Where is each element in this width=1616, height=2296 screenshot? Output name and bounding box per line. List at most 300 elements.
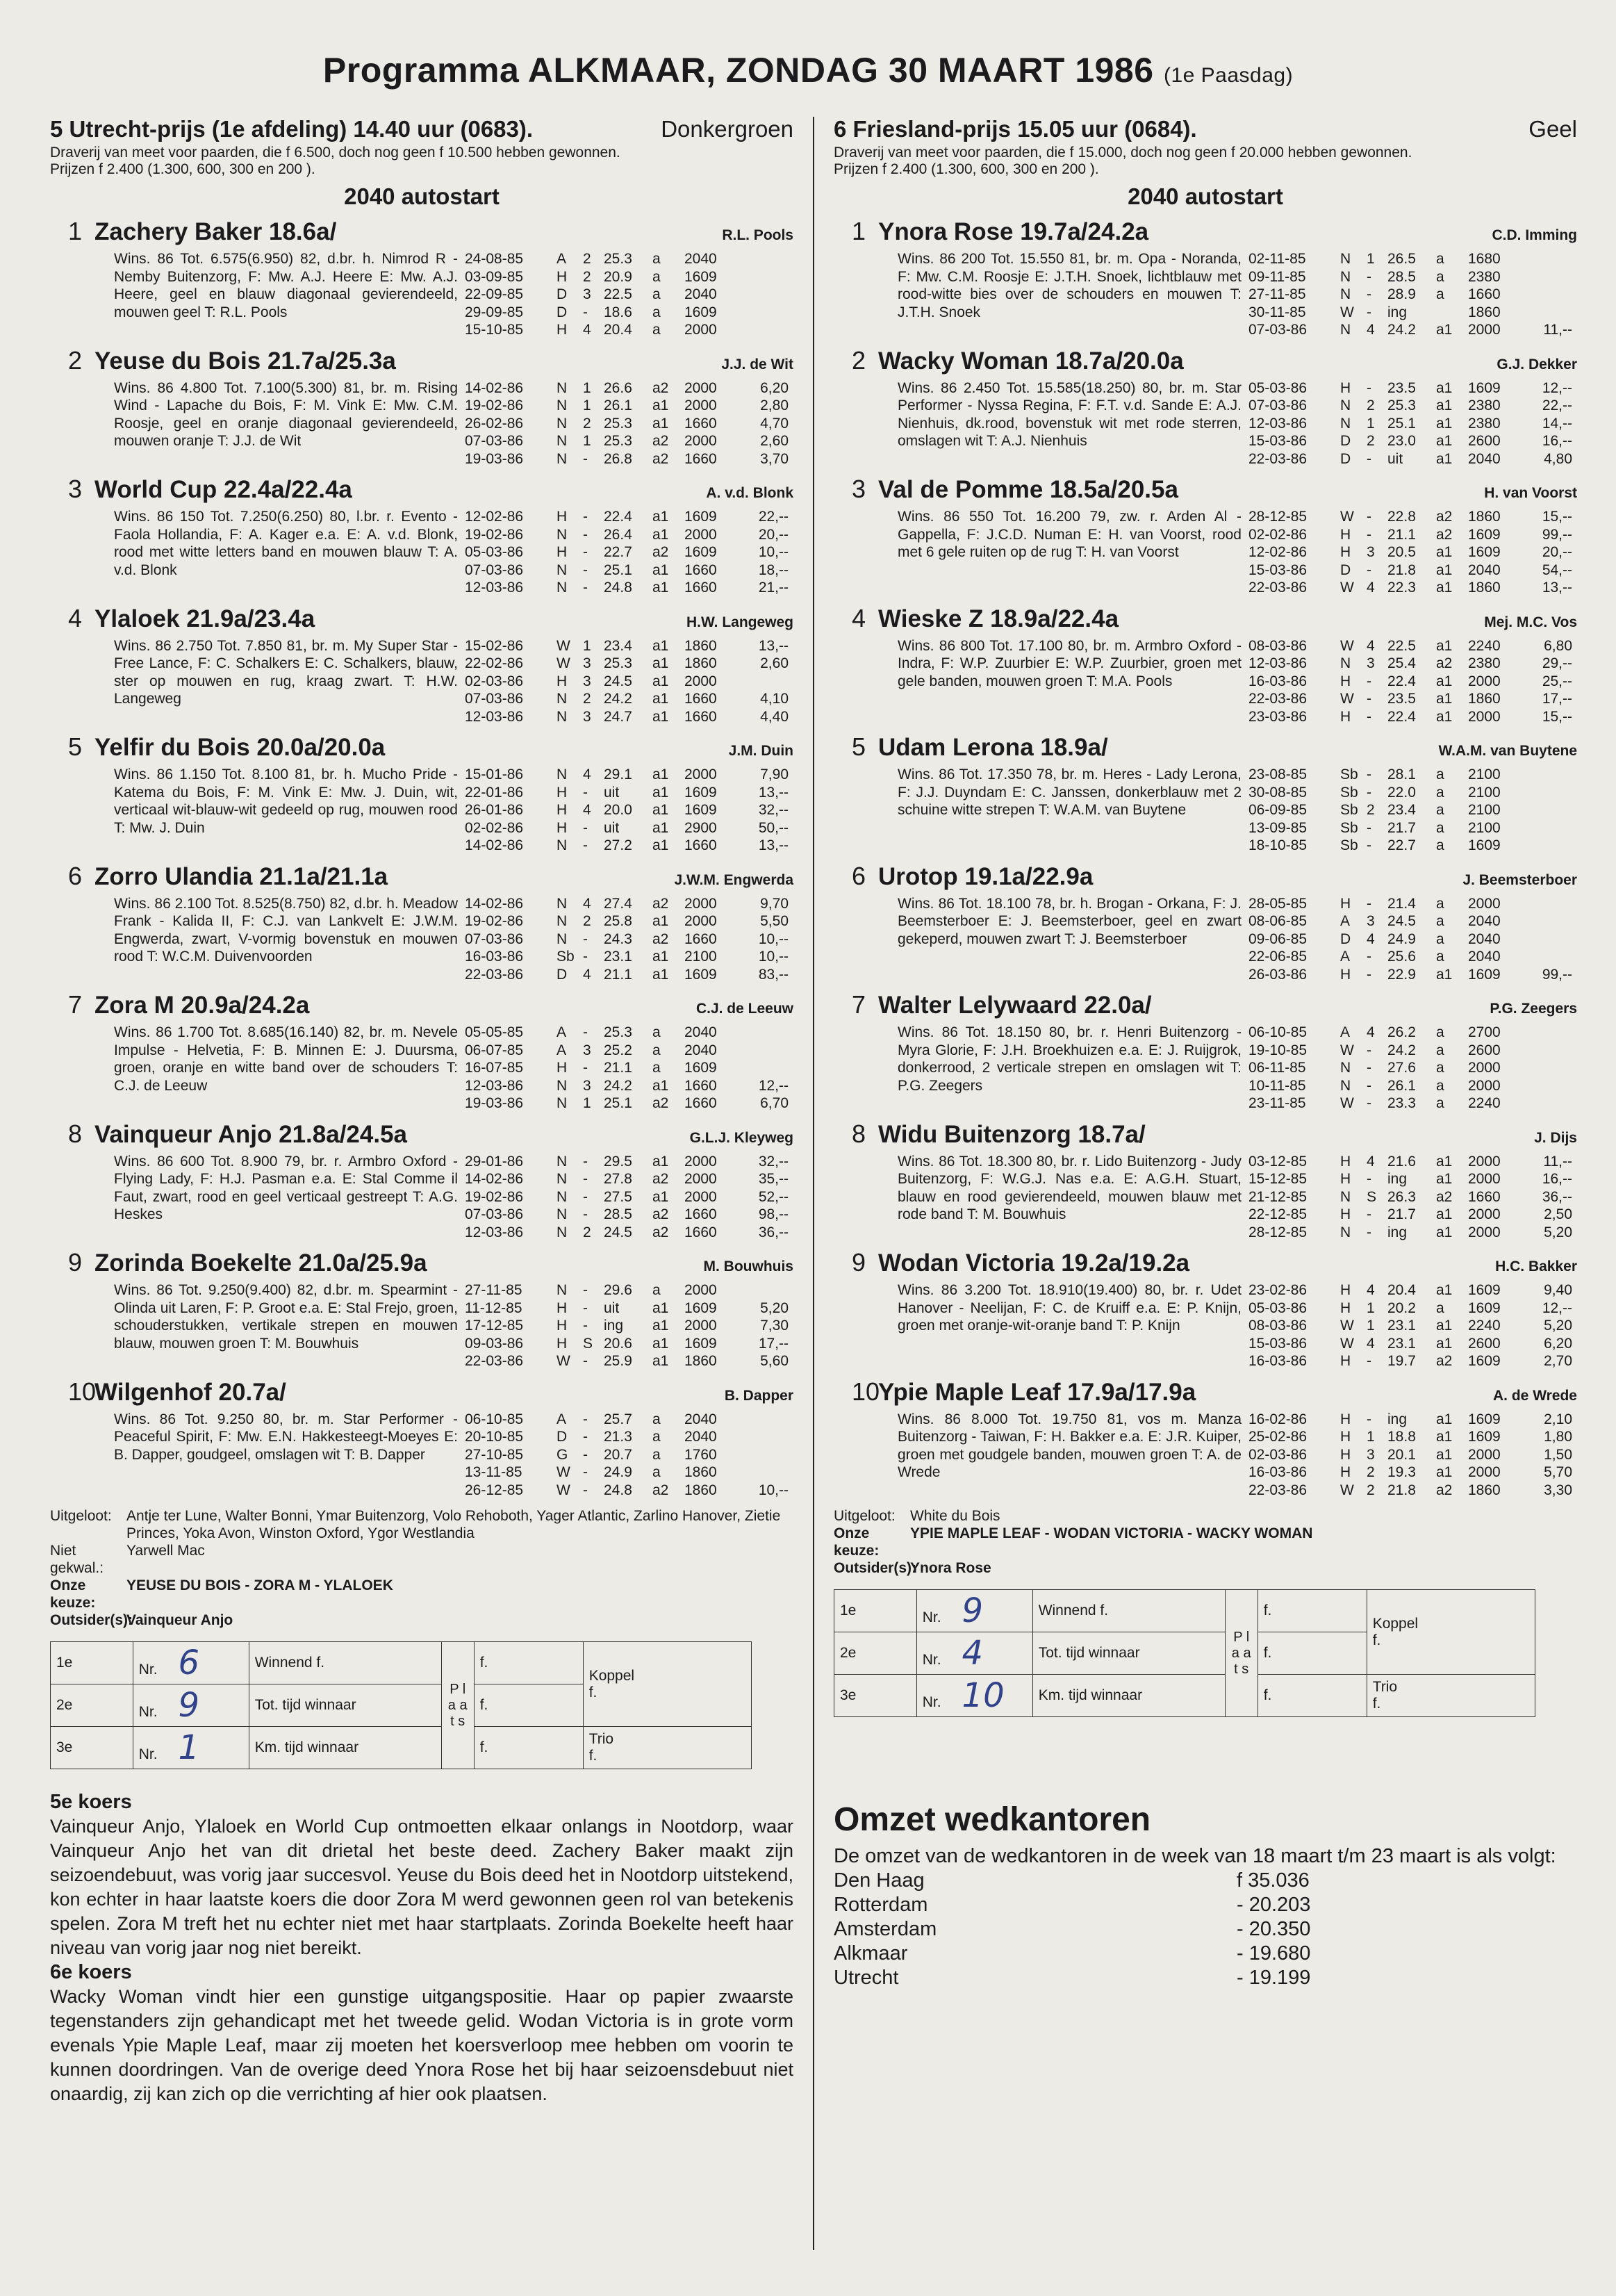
result-cell: 24.7 [604,708,632,725]
result-cell: a [652,1042,661,1058]
horse-entry [50,862,793,984]
result-row [465,543,793,561]
result-cell: 2000 [1468,1060,1501,1076]
result-cell: a [1436,1024,1444,1040]
horse-results [458,1281,793,1370]
result-cell: 22-12-85 [1248,1206,1308,1222]
result-cell: 4 [1367,1335,1375,1352]
result-cell: W [556,637,570,654]
result-cell: 22.5 [604,286,632,302]
result-cell: 1609 [1468,1429,1501,1445]
result-cell: 2380 [1468,268,1501,285]
result-cell: - [1367,837,1371,853]
result-cell: 1660 [684,930,717,947]
result-cell: 24.2 [1387,1042,1416,1058]
result-cell: a [1436,1060,1444,1076]
result-cell: N [1340,268,1351,285]
result-row [1248,655,1577,673]
result-row [1248,1077,1577,1095]
nr-label: Nr. [922,1609,941,1625]
comment-text: Wacky Woman vindt hier een gunstige uitgangspositie. Haar op papier zwaarste tegenstanders zijn gehandicapt met het tweede gelid. Wodan Victoria is in grote vorm evenals Ypie Maple Leaf, maar zij moeten het koersverloop mee hebben om voorin te kunnen doordringen. Van de overige deed Ynora Rose het bij haar seizoensdebuut niet onaardig, zij kan zich op die verrichting af hier ook plaatsen. [50,1986,793,2104]
prize-cell: Winnend f. [249,1642,441,1684]
result-cell: 14-02-86 [465,837,524,853]
result-cell: 28.1 [1387,766,1416,782]
horse-heading [50,990,793,1024]
result-cell: H [556,673,568,689]
result-cell: 2 [1367,397,1375,413]
result-row [465,1428,793,1446]
horse-number: 9 [852,1248,866,1277]
result-cell [747,1059,789,1077]
result-cell [1531,912,1572,930]
result-cell: 6,20 [1544,1335,1572,1352]
result-cell: a2 [652,1171,669,1187]
result-cell: ing [1387,1171,1408,1187]
result-cell: 3 [583,1077,591,1094]
result-cell: 22-03-86 [1248,691,1308,707]
result-cell: 1860 [684,1464,717,1480]
horse-entry [50,990,793,1113]
result-cell: N [1340,1077,1351,1094]
result-cell [1531,948,1572,966]
omzet-row [834,1966,1577,1990]
result-cell [747,1463,789,1482]
horse-trainer: J.J. de Wit [721,356,793,372]
result-cell: 4 [1367,580,1375,596]
result-cell: 20.6 [604,1335,632,1352]
horse-body [50,637,793,726]
result-table-row [51,1727,752,1769]
result-row [1248,895,1577,913]
result-row [465,708,793,726]
result-cell: 2040 [684,1024,717,1040]
horse-number: 10 [852,1377,880,1406]
result-row [465,508,793,526]
omzet-row [834,1942,1577,1966]
result-cell: 2040 [684,1042,717,1058]
horse-heading [834,604,1577,637]
horse-name: Udam Lerona 18.9a/ [878,734,1108,761]
horse-heading [50,732,793,766]
result-cell: W [1340,1335,1354,1352]
result-cell: 5,60 [760,1353,789,1369]
result-row [465,1094,793,1113]
horse-name: Wieske Z 18.9a/22.4a [878,605,1119,632]
result-cell: a1 [1436,1282,1453,1298]
result-row [465,415,793,433]
nr-label: Nr. [922,1652,941,1668]
result-row [1248,379,1577,397]
result-cell: 12-03-86 [465,580,524,596]
race-conditions: Draverij van meet voor paarden, die f 6.500, doch nog geen f 10.500 hebben gewonnen. Prijzen f 2.400 (1.300, 600, 300 en 200 ). [50,145,620,177]
result-cell: 26-03-86 [1248,966,1308,983]
horse-heading [50,217,793,250]
result-cell: 2240 [1468,637,1501,654]
result-cell [747,1446,789,1464]
result-cell: 2380 [1468,397,1501,413]
horse-entry [50,732,793,855]
result-cell: 24.5 [604,1224,632,1240]
horse-body [834,1024,1577,1113]
result-cell: - [583,1299,588,1316]
result-cell: A [556,251,567,267]
keuze-line [50,1577,793,1612]
result-cell: a1 [1436,1335,1453,1352]
result-cell: - [583,1282,588,1298]
result-cell: a1 [652,673,669,689]
result-cell: 10,-- [758,949,789,965]
result-row [1248,450,1577,468]
result-cell: a1 [652,637,669,654]
result-row [465,450,793,468]
result-cell: N [556,691,568,707]
result-cell: 22-03-86 [1248,450,1308,467]
result-table-row [51,1642,752,1684]
result-cell: 24.8 [604,1482,632,1498]
race-comments [50,1790,793,2106]
trio-f: f. [588,1748,597,1764]
result-row [1248,819,1577,837]
result-cell: 2000 [1468,1224,1501,1240]
result-row [1248,1411,1577,1429]
result-cell: 22.3 [1387,580,1416,596]
result-cell: 2,60 [760,433,789,449]
result-cell: 24.5 [1387,913,1416,929]
result-cell: 6,80 [1544,637,1572,654]
result-cell [1531,250,1572,268]
omzet-intro: De omzet van de wedkantoren in de week van 18 maart t/m 23 maart is als volgt: [834,1845,1556,1867]
omzet-city: Utrecht [834,1967,899,1989]
horse-body [50,895,793,984]
result-cell: 4 [583,802,591,818]
result-cell: 1609 [1468,379,1501,396]
result-cell: 24.2 [604,1077,632,1094]
result-row [1248,415,1577,433]
result-cell: Sb [1340,837,1358,853]
horse-results [458,250,793,339]
result-cell: 20.4 [1387,1282,1416,1298]
horse-trainer: J.W.M. Engwerda [674,871,793,888]
horse-entry [50,475,793,597]
result-row [1248,1428,1577,1446]
horse-results [458,508,793,597]
horse-body [50,1281,793,1370]
result-cell: a1 [652,837,669,853]
result-row [465,526,793,544]
result-cell: 4 [1367,1153,1375,1170]
result-cell: H [556,268,568,285]
horse-results [1242,1411,1577,1500]
result-cell: - [583,1318,588,1334]
result-cell: - [1367,450,1371,467]
result-cell: 1680 [1468,251,1501,267]
result-row [1248,1317,1577,1335]
result-cell: 09-03-86 [465,1335,524,1352]
result-cell: D [556,1429,568,1445]
result-row [465,1224,793,1242]
result-cell: uit [604,1299,620,1316]
result-cell: 23.0 [1387,433,1416,449]
horse-body [50,1024,793,1113]
result-cell: 25,-- [1542,673,1572,689]
result-cell: 1660 [1468,286,1501,302]
result-row [465,1352,793,1370]
result-cell: H [1340,1282,1351,1298]
horse-heading [834,217,1577,250]
horse-results [1242,250,1577,339]
result-cell: 2000 [684,1282,717,1298]
result-cell: 12-03-86 [465,1077,524,1094]
result-cell: 28.5 [604,1206,632,1222]
result-cell: 4 [1367,322,1375,338]
result-row [1248,321,1577,339]
result-cell: Sb [1340,819,1358,836]
result-row [465,655,793,673]
result-cell: 5,20 [1544,1224,1572,1240]
koppel-cell [583,1642,751,1727]
result-cell: N [1340,286,1351,302]
result-table-row [834,1675,1535,1717]
horse-results [1242,1281,1577,1370]
result-cell: 24.3 [604,930,632,947]
result-cell: 12,-- [1542,1299,1572,1316]
nietgekwal-label: Niet gekwal.: [50,1543,104,1576]
result-cell: 23.1 [604,949,632,965]
outsider-line [50,1612,793,1629]
result-cell: 14,-- [1542,415,1572,432]
result-cell: 32,-- [758,1153,789,1170]
result-cell: 2040 [1468,913,1501,929]
result-cell: a1 [1436,1318,1453,1334]
result-cell: a2 [1436,509,1453,525]
result-cell [1531,268,1572,286]
result-cell: 2,80 [760,397,789,413]
result-row [465,895,793,913]
result-cell: a [1436,949,1444,965]
result-cell: 2040 [1468,930,1501,947]
result-row [465,637,793,655]
nietgekwal-value: Yarwell Mac [126,1543,205,1559]
result-cell [747,1281,789,1299]
result-cell: H [1340,1171,1351,1187]
result-cell: 1609 [1468,544,1501,560]
horse-name: Val de Pomme 18.5a/20.5a [878,476,1178,503]
race-extra [50,1507,793,1629]
result-cell: a [652,268,661,285]
horse-description: Wins. 86 Tot. 18.100 78, br. h. Brogan - Orkana, F: J. Beemsterboer E: J. Beemsterboer, geel en zwart gekeperd, mouwen zwart T: J. Beemsterboer [898,895,1242,947]
result-cell: 21-12-85 [1248,1188,1308,1205]
prize-cell: Km. tijd winnaar [249,1727,441,1769]
horse-heading [50,604,793,637]
result-cell: 2240 [1468,1318,1501,1334]
result-cell: 22.7 [604,544,632,560]
result-cell: 1 [1367,1299,1375,1316]
result-cell: 7,90 [760,766,789,782]
result-row [465,784,793,802]
result-cell: 19-02-86 [465,526,524,543]
result-cell: ing [604,1318,624,1334]
horse-description: Wins. 86 4.800 Tot. 7.100(5.300) 81, br. m. Rising Wind - Lapache du Bois, F: M. Vink E: Mw. C.M. Roosje, geel en oranje diagonaal gevierendeeld, mouwen oranje T: J.J. de Wit [114,379,458,449]
result-row [1248,1094,1577,1113]
result-cell: - [1367,966,1371,983]
nr-cell [916,1632,1032,1675]
result-cell [1436,304,1468,322]
result-cell: - [1367,784,1371,801]
result-cell: 2 [1367,1482,1375,1498]
result-cell: 4 [583,966,591,983]
horse-body [834,766,1577,855]
horse-results [1242,1024,1577,1113]
result-cell: a2 [652,1482,669,1498]
result-cell: 24-08-85 [465,251,524,267]
result-cell: 25.3 [604,433,632,449]
result-cell: 1860 [684,1353,717,1369]
horse-trainer: J. Beemsterboer [1462,871,1577,888]
result-cell: 16-03-86 [465,949,524,965]
horse-number: 6 [68,861,83,890]
result-cell: H [1340,708,1351,725]
result-cell: H [1340,526,1351,543]
result-cell: 2000 [684,526,717,543]
omzet-row [834,1869,1577,1893]
result-cell: 1 [583,433,591,449]
result-cell: 2,60 [760,655,789,671]
uitgeloot-line [50,1507,793,1542]
result-cell: 2000 [1468,1077,1501,1094]
horse-heading [834,732,1577,766]
keuze-value: YPIE MAPLE LEAF - WODAN VICTORIA - WACKY WOMAN [910,1525,1313,1541]
result-cell: - [583,784,588,801]
horse-entry [834,990,1577,1113]
race-5-column [50,117,793,2106]
result-cell: W [1340,637,1354,654]
result-row [465,432,793,450]
result-cell: 05-03-86 [1248,1299,1308,1316]
result-cell: 23.4 [1387,802,1416,818]
result-cell: - [1367,526,1371,543]
result-cell: 25.1 [604,561,632,578]
comment-text: Vainqueur Anjo, Ylaloek en World Cup ontmoetten elkaar onlangs in Nootdorp, waar Vainqueur Anjo het van dit drietal het beste deed. Zachery Baker maakt zijn seizoendebuut, was vorig jaar succesvol. Yeuse du Bois deed het in Nootdorp uitstekend, kon echter in haar laatste koers die door Zora M werd gewonnen geen rol van betekenis spelen. Zora M treft het nu echter niet met haar startplaats. Zorinda Boekelte heeft haar niveau van vorig jaar nog niet bereikt. [50,1816,793,1958]
page-title: Programma ALKMAAR, ZONDAG 30 MAART 1986 (1e Paasdag) [322,51,1294,90]
keuze-label: Onze keuze: [834,1525,880,1559]
horse-name: Wodan Victoria 19.2a/19.2a [878,1249,1190,1277]
horse-entry [50,1120,793,1242]
result-cell: 07-03-86 [465,1206,524,1222]
result-cell: 2600 [1468,1335,1501,1352]
nr-cell [916,1590,1032,1632]
result-cell: a1 [652,708,669,725]
result-cell: 20,-- [758,526,789,543]
result-row [465,837,793,855]
result-cell: a1 [1436,1171,1453,1187]
result-cell: 22-03-86 [1248,1482,1308,1498]
result-cell: - [1367,286,1371,302]
result-cell: a1 [652,1335,669,1352]
result-cell: 13-11-85 [465,1464,522,1480]
result-cell: 26.4 [604,526,632,543]
omzet-city: Amsterdam [834,1918,937,1940]
result-row [1248,766,1577,784]
result-cell: 2 [583,1224,591,1240]
result-row [1248,1153,1577,1171]
result-cell: 2 [583,251,591,267]
result-cell [1531,930,1572,949]
result-cell: 07-03-86 [1248,397,1308,413]
result-cell: 2000 [684,1153,717,1170]
result-cell: 24.9 [604,1464,632,1480]
result-cell: D [556,304,568,320]
result-cell: W [1340,1042,1354,1058]
result-row [465,1188,793,1206]
result-row [1248,579,1577,597]
horse-trainer: P.G. Zeegers [1490,1001,1577,1017]
result-cell: 1609 [1468,1299,1501,1316]
horse-description: Wins. 86 Tot. 18.300 80, br. r. Lido Buitenzorg - Judy Buitenzorg, F: W.G.J. Nas e.a. E: A.G.H. Stuart, blauw en rood gevierendeeld, mouwen blauw met rode band T: M. Bouwhuis [898,1153,1242,1222]
result-row [465,250,793,268]
place-cell: 1e [834,1590,917,1632]
result-cell: 1660 [684,1095,717,1111]
horse-name: Ypie Maple Leaf 17.9a/17.9a [878,1378,1196,1406]
result-cell [1531,1024,1572,1042]
result-cell: W [1340,1318,1354,1334]
result-row [1248,508,1577,526]
nr-cell [133,1642,249,1684]
result-cell: 29.6 [604,1282,632,1298]
result-cell: a1 [652,802,669,818]
keuze-label: Onze keuze: [50,1577,96,1611]
result-row [465,1206,793,1224]
result-cell: Sb [1340,802,1358,818]
result-cell: 13,-- [758,637,789,654]
result-cell: D [1340,930,1351,947]
prize-cell: Tot. tijd winnaar [1032,1632,1225,1675]
result-cell: a [652,1411,661,1427]
result-cell: 2100 [1468,819,1501,836]
horse-description: Wins. 86 8.000 Tot. 19.750 81, vos m. Manza Buitenzorg - Taiwan, F: H. Bakker e.a. E: J.R. Kuiper, groen met goudgele banden, mouwen groen T: A. de Wrede [898,1411,1242,1480]
horse-trainer: C.D. Imming [1492,227,1577,243]
result-cell: 27.5 [604,1188,632,1205]
horse-entry [50,217,793,339]
result-cell: 1609 [1468,966,1501,983]
result-cell: a1 [652,1353,669,1369]
horse-entry [50,346,793,468]
result-cell: 12-03-86 [465,708,524,725]
horse-number: 8 [68,1119,83,1148]
result-cell: 23.1 [1387,1318,1416,1334]
result-cell: D [1340,433,1351,449]
result-cell: 1 [1367,1429,1375,1445]
result-cell: a [652,322,661,338]
result-cell: a1 [652,561,669,578]
result-cell: N [556,913,568,929]
horse-description: Wins. 86 1.150 Tot. 8.100 81, br. h. Mucho Pride - Katema du Bois, F: M. Vink E: Mw. J. Duin, wit, verticaal wit-blauw-wit gedeeld op rug, mouwen rood T: Mw. J. Duin [114,766,458,836]
result-row [1248,837,1577,855]
result-cell: a1 [1436,708,1453,725]
omzet-amount: - 20.203 [1237,1894,1311,1916]
result-cell: 15-03-86 [1248,561,1308,578]
result-cell: 22-03-86 [465,966,524,983]
result-cell: 6,20 [760,379,789,396]
result-cell: 28-05-85 [1248,895,1308,912]
result-cell: 1860 [1468,691,1501,707]
result-cell: 22-01-86 [465,784,524,801]
horse-trainer: H. van Voorst [1484,485,1577,501]
result-cell: a [1436,819,1444,836]
result-cell: 25.8 [604,913,632,929]
result-cell: 24.2 [604,691,632,707]
result-row [1248,1170,1577,1188]
result-cell: 23.5 [1387,691,1416,707]
